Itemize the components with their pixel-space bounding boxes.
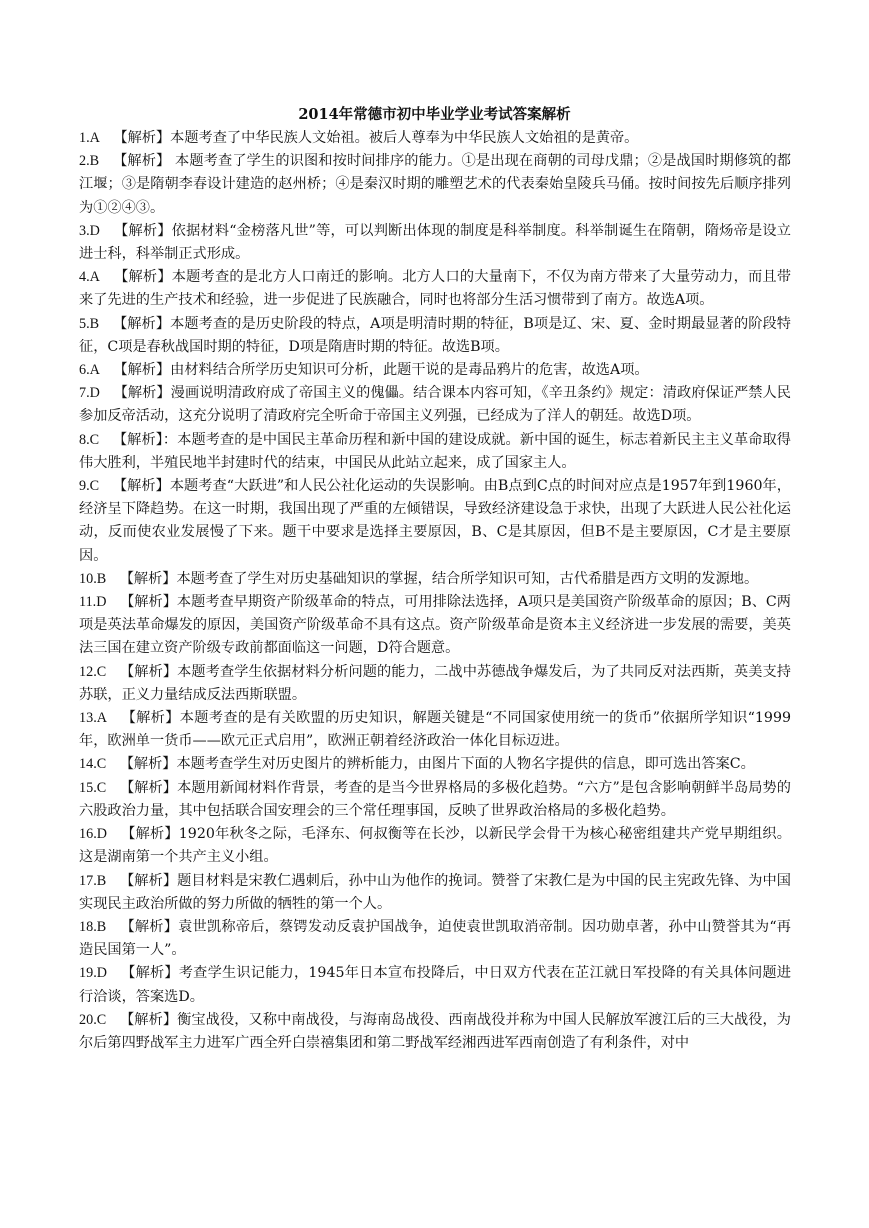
answer-number: 12.C	[79, 663, 107, 680]
answer-explanation: 【解析】袁世凯称帝后，蔡锷发动反袁护国战争，迫使袁世凯取消帝制。因功勋卓著，孙中山赞誉其为“再造民国第一人”。	[79, 918, 791, 959]
answer-number: 10.B	[79, 570, 107, 587]
answer-number: 7.D	[79, 385, 100, 402]
answer-item	[79, 777, 791, 823]
answer-item	[79, 313, 791, 359]
answer-gap	[107, 965, 121, 981]
answer-number: 8.C	[79, 431, 100, 448]
answer-gap	[100, 385, 114, 401]
answer-gap	[100, 269, 114, 285]
answer-gap	[99, 153, 113, 169]
answer-explanation: 【解析】本题考查的是有关欧盟的历史知识，解题关键是“不同国家使用统一的货币”依据所学知识“1999年，欧洲单一货币——欧元正式启用”，欧洲正朝着经济政治一体化目标迈进。	[79, 710, 792, 750]
answer-gap	[100, 130, 114, 146]
answer-item	[79, 591, 791, 661]
answer-gap	[106, 594, 120, 610]
answer-explanation: 【解析】本题考查的是北方人口南迁的影响。北方人口的大量南下，不仅为南方带来了大量劳动力，而且带来了先进的生产技术和经验，进一步促进了民族融合，同时也将部分生活习惯带到了南方。故选A项。	[79, 269, 792, 309]
answer-item	[79, 382, 791, 428]
answer-gap	[99, 432, 113, 448]
answer-number: 20.C	[79, 1011, 107, 1028]
answer-explanation: 【解析】考查学生识记能力，1945年日本宣布投降后，中日双方代表在芷江就日军投降的有关具体问题进行洽谈，答案选D。	[79, 965, 791, 1005]
answer-item	[79, 1009, 791, 1055]
answer-item	[79, 870, 791, 916]
answer-gap	[106, 873, 120, 889]
answer-number: 9.C	[79, 478, 100, 495]
answer-number: 5.B	[79, 315, 100, 332]
answer-item	[79, 127, 791, 150]
answer-explanation: 【解析】本题考查学生依据材料分析问题的能力，二战中苏德战争爆发后，为了共同反对法西斯，英美支持苏联，正义力量结成反法西斯联盟。	[79, 663, 791, 703]
answer-number: 19.D	[79, 965, 107, 982]
answer-item	[79, 150, 791, 220]
answer-item	[79, 266, 791, 312]
answer-number: 4.A	[79, 269, 100, 286]
answer-item	[79, 753, 791, 776]
answer-number: 14.C	[79, 756, 107, 773]
answer-item	[79, 962, 791, 1008]
answer-explanation: 【解析】：本题考查的是中国民主革命历程和新中国的建设成就。新中国的诞生，标志着新民主主义革命取得伟大胜利，半殖民地半封建时代的结束，中国民从此站立起来，成了国家主人。	[79, 431, 791, 471]
answer-gap	[100, 362, 114, 378]
answer-gap	[106, 571, 120, 587]
answer-number: 16.D	[79, 826, 107, 843]
answer-explanation: 【解析】1920年秋冬之际，毛泽东、何叔衡等在长沙，以新民学会骨干为核心秘密组建共产党早期组织。这是湖南第一个共产主义小组。	[79, 826, 791, 866]
answer-number: 1.A	[79, 130, 100, 146]
answer-number: 18.B	[79, 918, 107, 935]
answer-gap	[99, 316, 113, 332]
answer-explanation: 【解析】由材料结合所学历史知识可分析，此题干说的是毒品鸦片的危害，故选A项。	[113, 362, 649, 379]
answer-number: 6.A	[79, 362, 100, 379]
answer-item	[79, 823, 791, 869]
answer-number: 13.A	[79, 710, 107, 727]
answer-item	[79, 429, 791, 475]
answer-explanation: 【解析】漫画说明清政府成了帝国主义的傀儡。结合课本内容可知，《辛丑条约》规定：清政府保证严禁人民参加反帝活动，这充分说明了清政府完全听命于帝国主义列强，已经成为了洋人的朝廷。故选D项。	[79, 385, 791, 425]
answer-number: 17.B	[79, 872, 107, 889]
answer-item	[79, 916, 791, 962]
answer-explanation: 【解析】本题考查“大跃进”和人民公社化运动的失误影响。由B点到C点的时间对应点是1957年到1960年，经济呈下降趋势。在这一时期，我国出现了严重的左倾错误，导致经济建设急于求快，出现了大跃进人民公社化运动，反而使农业发展慢了下来。题干中要求是选择主要原因，B、C是其原因，但B不是主要原因，C才是主要原因。	[79, 478, 791, 564]
answer-explanation: 【解析】本题考查了学生对历史基础知识的掌握，结合所学知识可知，古代希腊是西方文明的发源地。	[119, 570, 759, 587]
answer-number: 11.D	[79, 594, 107, 611]
answer-explanation: 【解析】题目材料是宋教仁遇刺后，孙中山为他作的挽词。赞誉了宋教仁是为中国的民主宪政先锋、为中国实现民主政治所做的努力所做的牺牲的第一个人。	[79, 872, 791, 912]
answer-item	[79, 568, 791, 591]
answer-item	[79, 475, 791, 568]
answer-number: 15.C	[79, 779, 107, 796]
answer-explanation: 【解析】依据材料“金榜落凡世”等，可以判断出体现的制度是科举制度。科举制诞生在隋朝，隋炀帝是设立进士科，科举制正式形成。	[79, 222, 791, 263]
answer-explanation: 【解析】 本题考查了学生的识图和按时间排序的能力。①是出现在商朝的司母戊鼎；②是战国时期修筑的都江堰；③是隋朝李春设计建造的赵州桥；④是秦汉时期的雕塑艺术的代表秦始皇陵兵马俑。按时间按先后顺序排列为①②④③。	[79, 153, 791, 216]
answer-item	[79, 359, 791, 382]
answer-gap	[106, 780, 120, 796]
answer-explanation: 【解析】本题考查的是历史阶段的特点，A项是明清时期的特征，B项是辽、宋、夏、金时期最显著的阶段特征，C项是春秋战国时期的特征，D项是隋唐时期的特征。故选B项。	[79, 315, 791, 355]
answer-explanation: 【解析】本题考查早期资产阶级革命的特点，可用排除法选择，A项只是美国资产阶级革命的原因；B、C两项是英法革命爆发的原因，美国资产阶级革命不具有这点。资产阶级革命是资本主义经济进一步发展的需要，美英法三国在建立资产阶级专政前都面临这一问题，D符合题意。	[79, 594, 791, 657]
answer-gap	[107, 826, 121, 842]
answer-gap	[107, 710, 122, 726]
answer-gap	[106, 919, 120, 935]
document-title: 2014年常德市初中毕业学业考试答案解析	[298, 106, 571, 123]
answer-gap	[106, 1012, 120, 1028]
answer-gap	[106, 756, 120, 772]
answer-explanation: 【解析】本题考查学生对历史图片的辨析能力，由图片下面的人物名字提供的信息，即可选出答案C。	[119, 756, 755, 773]
answer-gap	[100, 223, 114, 239]
answer-explanation: 【解析】本题用新闻材料作背景，考查的是当今世界格局的多极化趋势。“六方”是包含影响朝鲜半岛局势的六股政治力量，其中包括联合国安理会的三个常任理事国，反映了世界政治格局的多极化趋势。	[79, 779, 791, 819]
answer-item	[79, 661, 791, 707]
answer-item	[79, 707, 791, 753]
answer-number: 3.D	[79, 222, 100, 239]
answer-gap	[106, 664, 120, 680]
answer-explanation: 【解析】衡宝战役，又称中南战役，与海南岛战役、西南战役并称为中国人民解放军渡江后的三大战役，为尔后第四野战军主力进军广西全歼白崇禧集团和第二野战军经湘西进军西南创造了有利条件，对中	[79, 1011, 791, 1051]
answer-explanation: 【解析】本题考查了中华民族人文始祖。被后人尊奉为中华民族人文始祖的是黄帝。	[113, 130, 639, 146]
answer-list	[79, 127, 791, 1055]
answer-number: 2.B	[79, 153, 100, 170]
answer-item	[79, 220, 791, 266]
answer-gap	[99, 478, 113, 494]
